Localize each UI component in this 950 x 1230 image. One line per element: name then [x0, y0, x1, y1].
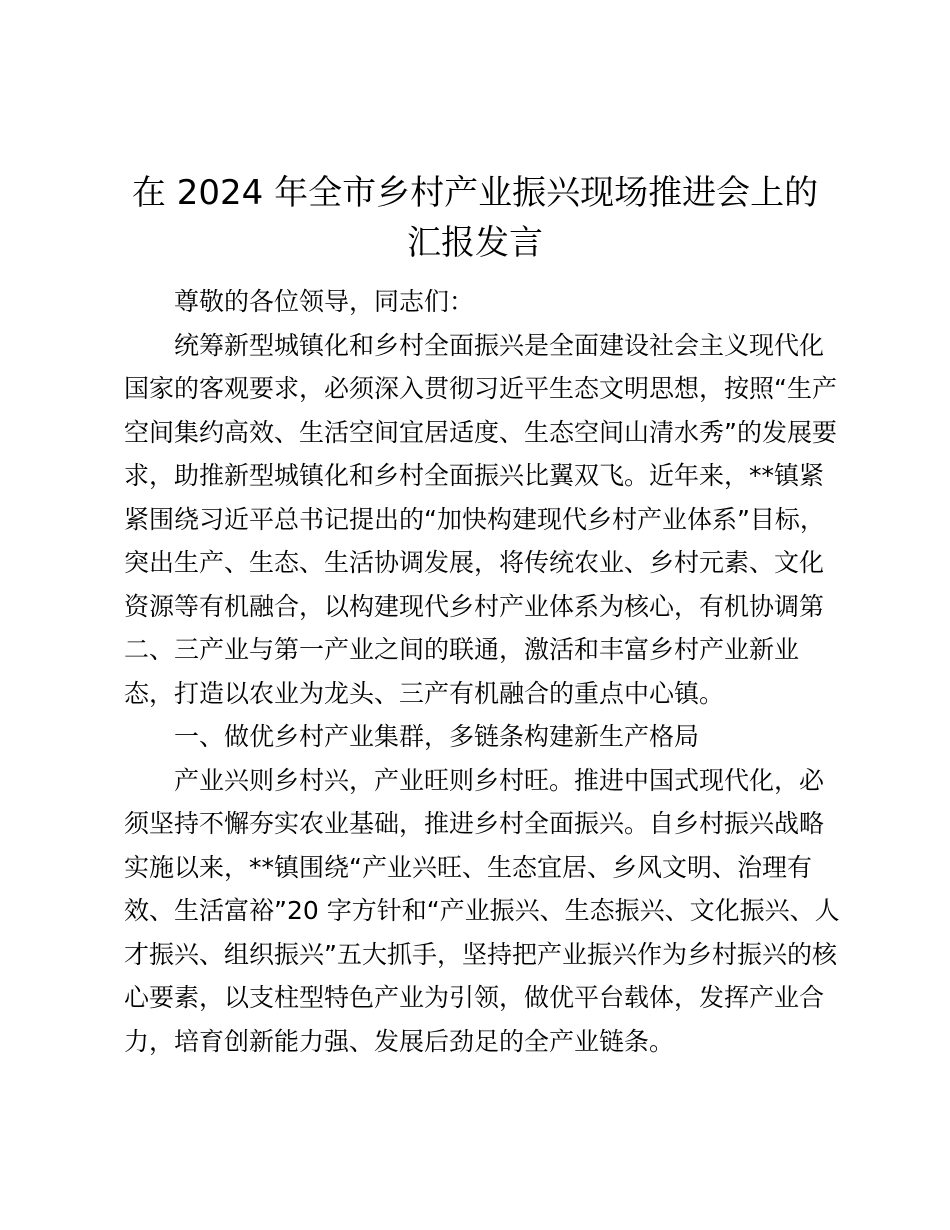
- body-line: 才振兴、组织振兴”五大抓手，坚持把产业振兴作为乡村振兴的核: [124, 939, 837, 969]
- body-line: 尊敬的各位领导，同志们：: [174, 287, 475, 316]
- body-line: 资源等有机融合，以构建现代乡村产业体系为核心，有机协调第: [124, 591, 825, 621]
- body-line: 统筹新型城镇化和乡村全面振兴是全面建设社会主义现代化: [174, 330, 825, 360]
- body-line: 突出生产、生态、生活协调发展，将传统农业、乡村元素、文化: [124, 548, 825, 577]
- body-line: 紧围绕习近平总书记提出的“加快构建现代乡村产业体系”目标，: [124, 504, 825, 534]
- body-line: 态，打造以农业为龙头、三产有机融合的重点中心镇。: [124, 678, 725, 708]
- title-line-1: 在 2024 年全市乡村产业振兴现场推进会上的: [131, 173, 819, 213]
- body-line: 须坚持不懈夯实农业基础，推进乡村全面振兴。自乡村振兴战略: [124, 809, 825, 838]
- body-line: 求，助推新型城镇化和乡村全面振兴比翼双飞。近年来，**镇紧: [124, 461, 825, 490]
- body-line: 产业兴则乡村兴，产业旺则乡村旺。推进中国式现代化，必: [174, 765, 825, 795]
- body-line: 效、生活富裕”20 字方针和“产业振兴、生态振兴、文化振兴、人: [124, 896, 840, 925]
- document-title: [120, 168, 830, 268]
- body-line: 国家的客观要求，必须深入贯彻习近平生态文明思想，按照“生产: [124, 374, 837, 403]
- body-line: 二、三产业与第一产业之间的联通，激活和丰富乡村产业新业: [124, 635, 800, 664]
- body-line: 一、做优乡村产业集群，多链条构建新生产格局: [174, 722, 700, 751]
- title-line-2: 汇报发言: [407, 223, 543, 263]
- body-line: 力，培育创新能力强、发展后劲足的全产业链条。: [124, 1026, 675, 1056]
- body-line: 空间集约高效、生活空间宜居适度、生态空间山清水秀”的发展要: [124, 417, 837, 447]
- body-line: 心要素，以支柱型特色产业为引领，做优平台载体，发挥产业合: [124, 983, 825, 1012]
- body-line: 实施以来，**镇围绕“产业兴旺、生态宜居、乡风文明、治理有: [124, 852, 812, 882]
- document-body: [124, 280, 840, 1063]
